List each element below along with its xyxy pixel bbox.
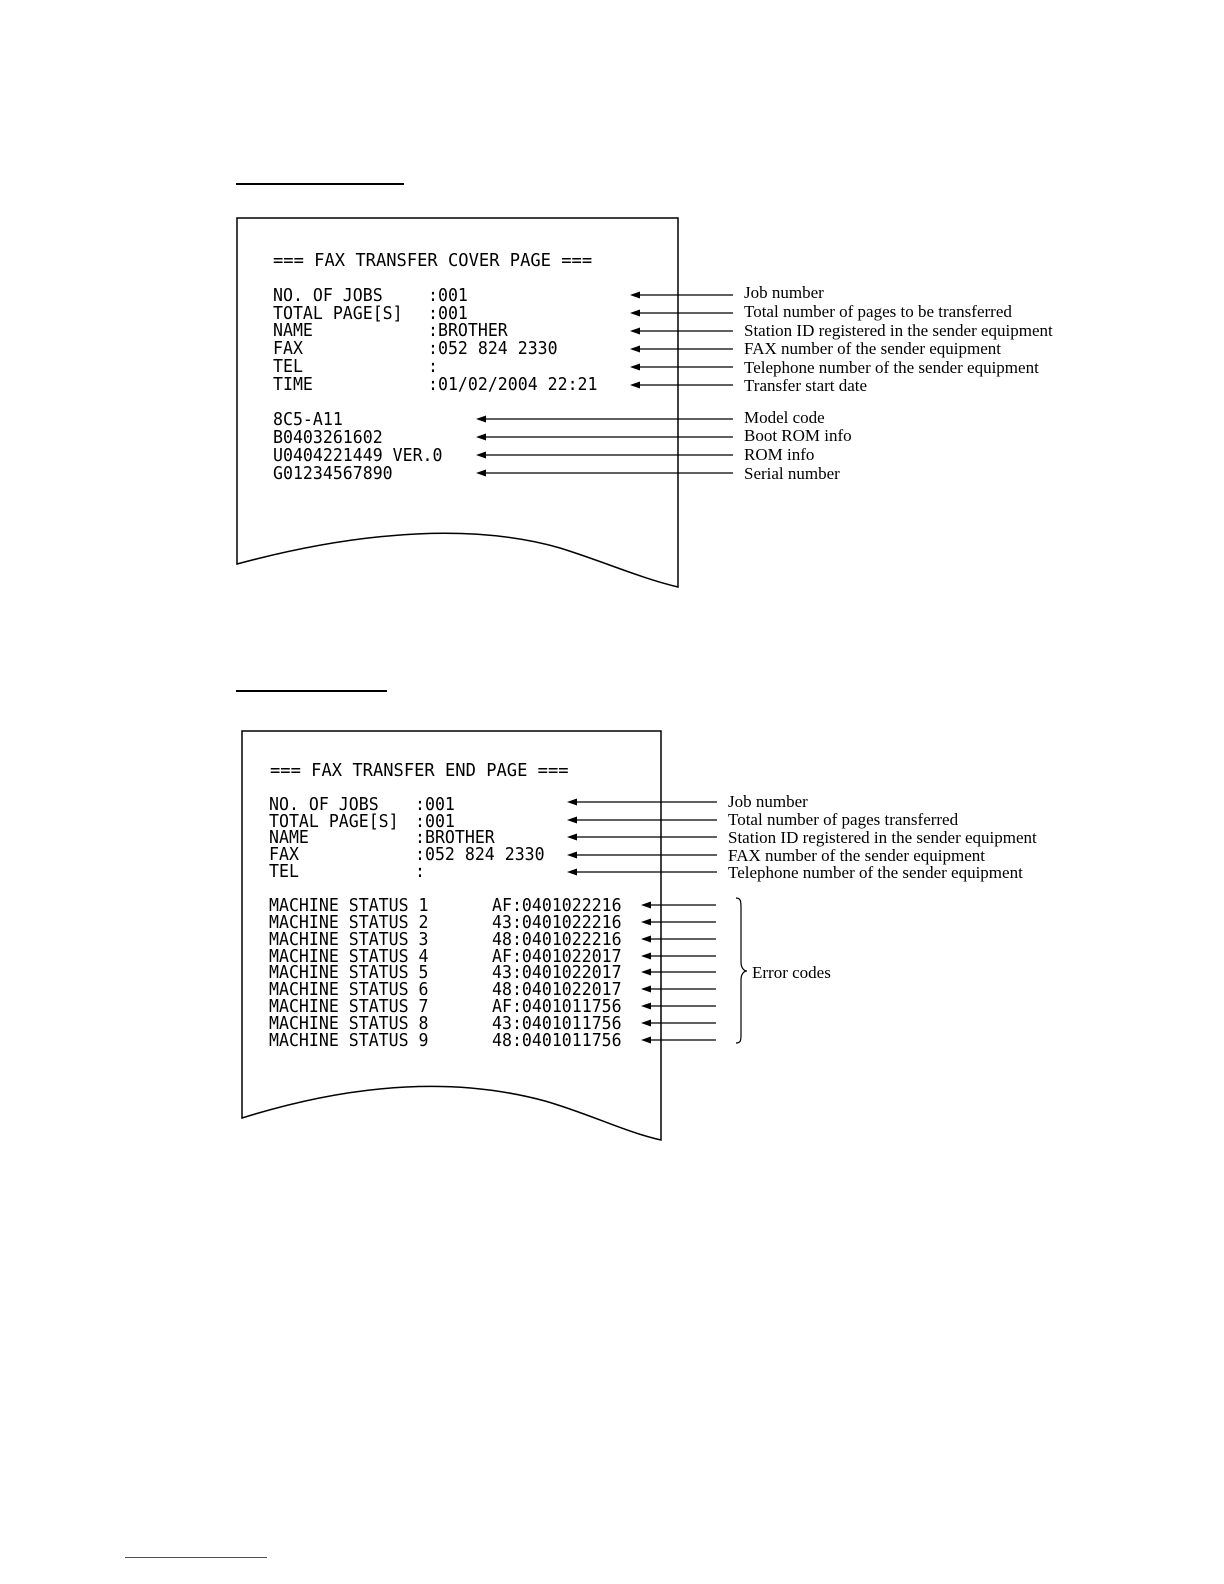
cover-field-value: :001 (428, 285, 468, 306)
error-codes-brace (736, 898, 747, 1043)
status-value: 48:0401022216 (492, 929, 622, 950)
status-label: MACHINE STATUS 4 (269, 946, 429, 967)
leader-arrow-head (567, 817, 577, 824)
annotation-label: Station ID registered in the sender equipment (728, 828, 1037, 847)
status-label: MACHINE STATUS 1 (269, 895, 429, 916)
status-label: MACHINE STATUS 2 (269, 912, 429, 933)
leader-arrow-head (641, 1037, 651, 1044)
annotation-label: Transfer start date (744, 376, 868, 395)
status-label: MACHINE STATUS 6 (269, 979, 429, 1000)
cover-field-label: TOTAL PAGE[S] (273, 303, 403, 324)
cover-code: U0404221449 VER.0 (273, 445, 443, 466)
status-value: 48:0401011756 (492, 1030, 622, 1051)
cover-code: B0403261602 (273, 427, 383, 448)
leader-arrow-head (567, 852, 577, 859)
annotation-label: Job number (744, 283, 824, 302)
leader-arrow-head (630, 310, 640, 317)
cover-field-label: TIME (273, 374, 313, 395)
annotation-label: FAX number of the sender equipment (744, 339, 1001, 358)
leader-arrow-head (476, 416, 486, 423)
leader-arrow-head (641, 1020, 651, 1027)
status-label: MACHINE STATUS 7 (269, 996, 429, 1017)
cover-field-label: NAME (273, 320, 313, 341)
annotation-label: FAX number of the sender equipment (728, 846, 985, 865)
end-field-value: :052 824 2330 (415, 844, 545, 865)
annotation-label: Total number of pages to be transferred (744, 302, 1012, 321)
leader-arrow-head (641, 969, 651, 976)
annotation-label: Model code (744, 408, 825, 427)
annotation-label: Total number of pages transferred (728, 810, 959, 829)
cover-page-paper (237, 218, 678, 587)
end-field-label: NO. OF JOBS (269, 794, 379, 815)
annotation-label: Serial number (744, 464, 840, 483)
cover-field-value: : (428, 356, 438, 377)
status-value: 43:0401022017 (492, 962, 622, 983)
leader-arrow-head (567, 834, 577, 841)
status-label: MACHINE STATUS 9 (269, 1030, 429, 1051)
leader-arrow-head (641, 953, 651, 960)
leader-arrow-head (476, 470, 486, 477)
end-field-value: : (415, 861, 425, 882)
end-field-value: :001 (415, 794, 455, 815)
end-page-title: === FAX TRANSFER END PAGE === (270, 760, 569, 781)
leader-arrow-head (476, 452, 486, 459)
status-value: 43:0401022216 (492, 912, 622, 933)
annotation-label: Job number (728, 792, 808, 811)
leader-arrow-head (641, 919, 651, 926)
leader-arrow-head (630, 292, 640, 299)
end-field-label: TOTAL PAGE[S] (269, 811, 399, 832)
end-field-label: TEL (269, 861, 299, 882)
status-value: AF:0401022216 (492, 895, 622, 916)
annotation-label: Telephone number of the sender equipment (728, 863, 1023, 882)
end-field-value: :BROTHER (415, 827, 495, 848)
status-value: AF:0401011756 (492, 996, 622, 1017)
annotation-label: ROM info (744, 445, 815, 464)
leader-arrow-head (630, 328, 640, 335)
status-label: MACHINE STATUS 8 (269, 1013, 429, 1034)
end-field-label: NAME (269, 827, 309, 848)
status-label: MACHINE STATUS 3 (269, 929, 429, 950)
leader-arrow-head (630, 346, 640, 353)
leader-arrow-head (630, 382, 640, 389)
cover-code: G01234567890 (273, 463, 393, 484)
cover-field-label: FAX (273, 338, 303, 359)
cover-code: 8C5-A11 (273, 409, 343, 430)
status-value: 43:0401011756 (492, 1013, 622, 1034)
leader-arrow-head (567, 799, 577, 806)
annotation-label: Station ID registered in the sender equipment (744, 321, 1053, 340)
cover-field-value: :001 (428, 303, 468, 324)
status-value: AF:0401022017 (492, 946, 622, 967)
annotation-label: Boot ROM info (744, 426, 852, 445)
leader-arrow-head (641, 986, 651, 993)
cover-field-value: :01/02/2004 22:21 (428, 374, 598, 395)
cover-field-value: :052 824 2330 (428, 338, 558, 359)
cover-field-label: TEL (273, 356, 303, 377)
cover-field-value: :BROTHER (428, 320, 508, 341)
status-value: 48:0401022017 (492, 979, 622, 1000)
leader-arrow-head (567, 869, 577, 876)
leader-arrow-head (641, 936, 651, 943)
end-field-label: FAX (269, 844, 299, 865)
cover-field-label: NO. OF JOBS (273, 285, 383, 306)
annotation-label: Telephone number of the sender equipment (744, 358, 1039, 377)
status-label: MACHINE STATUS 5 (269, 962, 429, 983)
leader-arrow-head (641, 1003, 651, 1010)
end-field-value: :001 (415, 811, 455, 832)
cover-page-title: === FAX TRANSFER COVER PAGE === (273, 250, 593, 271)
error-codes-label: Error codes (752, 963, 831, 982)
leader-arrow-head (476, 434, 486, 441)
leader-arrow-head (641, 902, 651, 909)
leader-arrow-head (630, 364, 640, 371)
